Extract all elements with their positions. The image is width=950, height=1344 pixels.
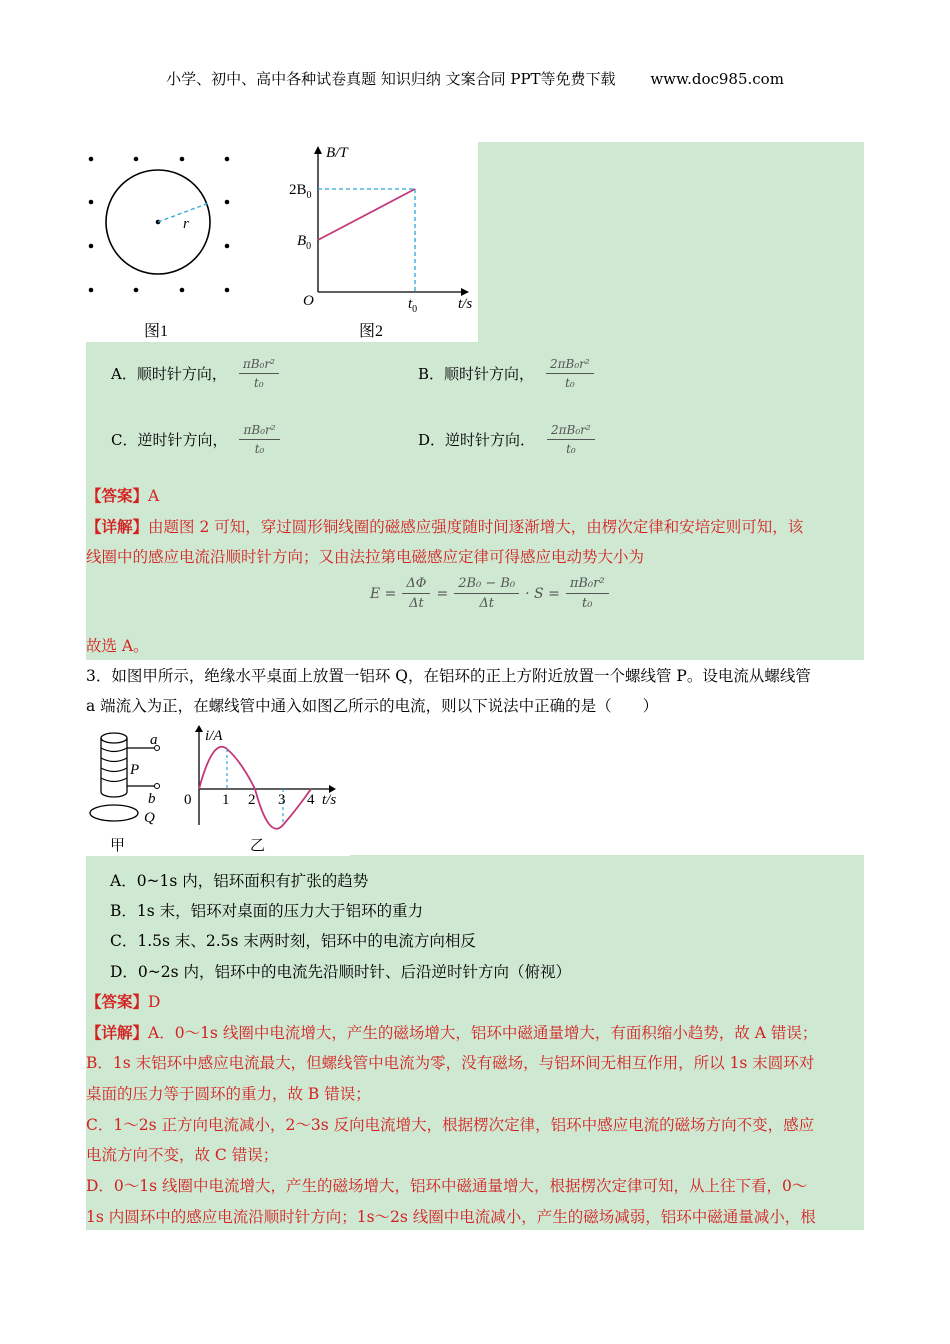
- q2-option-c-fraction: [239, 423, 279, 456]
- formula-frac3-num: πB₀r²: [566, 576, 609, 594]
- label-p: P: [130, 762, 140, 778]
- radius-label: r: [183, 216, 189, 232]
- figure-q2: [86, 142, 478, 342]
- q2-option-d-num: 2πB₀r²: [547, 423, 595, 440]
- q2-option-d: [418, 423, 595, 456]
- figure-q2-svg: [86, 142, 478, 342]
- q3-detail-tag: 【详解】: [86, 1023, 149, 1042]
- figure-q3: [86, 722, 350, 856]
- solenoid-top: [101, 733, 127, 743]
- solenoid-bottom: [101, 792, 127, 797]
- q3-detail-line6: D．0～1s 线圈中电流增大，产生的磁场增大，铝环中磁通量增大，根据楞次定律可知，从上往下看，0～: [86, 1177, 808, 1195]
- q2-option-c-num: πB₀r²: [239, 423, 279, 440]
- q3-detail1: A．0～1s 线圈中电流增大，产生的磁场增大，铝环中磁通量增大，有面积缩小趋势，故 A 错误；: [148, 1024, 818, 1042]
- page-header: [0, 68, 950, 89]
- formula-frac3-den: t₀: [581, 596, 593, 611]
- terminal-b: [155, 784, 160, 789]
- q2-option-a: [111, 357, 279, 390]
- q2-option-a-label: A．顺时针方向，: [111, 365, 227, 383]
- figure-jia-caption: 甲: [110, 838, 126, 854]
- q2-detail-tag: 【详解】: [86, 517, 149, 536]
- q2-detail-line2: 线圈中的感应电流沿顺时针方向；又由法拉第电磁感应定律可得感应电动势大小为: [86, 548, 645, 566]
- tick-2: 2: [248, 792, 256, 808]
- q2-option-b-fraction: [546, 357, 594, 390]
- i-axis-arrow: [195, 725, 203, 732]
- t-axis-arrow: [461, 288, 469, 296]
- q3-detail-line2: B．1s 末铝环中感应电流最大，但螺线管中电流为零，没有磁场，与铝环间无相互作用，所以 1s 末圆环对: [86, 1054, 815, 1072]
- q2-answer-value: A: [148, 487, 160, 505]
- q3-stem-line1: 3．如图甲所示，绝缘水平桌面上放置一铝环 Q，在铝环的正上方附近放置一个螺线管 P。设电流从螺线管: [86, 667, 811, 685]
- q2-detail-line1: [86, 515, 803, 537]
- label-b: b: [148, 791, 156, 807]
- q3-detail-line3: 桌面的压力等于圆环的重力，故 B 错误；: [86, 1085, 371, 1103]
- q2-answer-tag: 【答案】: [86, 486, 149, 505]
- formula-frac2-num: 2B₀ − B₀: [454, 576, 519, 594]
- q2-option-b-num: 2πB₀r²: [546, 357, 594, 374]
- t-axis-label: t/s: [458, 296, 473, 312]
- formula-frac3: [566, 576, 609, 611]
- q3-answer: [86, 990, 160, 1012]
- q3-option-d: D．0~2s 内，铝环中的电流先沿顺时针、后沿逆时针方向（俯视）: [110, 963, 572, 981]
- formula-frac1-den: Δt: [409, 596, 424, 611]
- q3-detail-line7: 1s 内圆环中的感应电流沿顺时针方向；1s～2s 线圈中电流减小，产生的磁场减弱，铝环中磁通量减小，根: [86, 1208, 816, 1226]
- q2-option-c-label: C．逆时针方向，: [111, 431, 228, 449]
- i-axis-label: i/A: [205, 728, 223, 744]
- figure-yi-caption: 乙: [250, 838, 266, 854]
- q3-option-c: C．1.5s 末、2.5s 末两时刻，铝环中的电流方向相反: [110, 932, 476, 950]
- q3-option-a: A．0~1s 内，铝环面积有扩张的趋势: [110, 872, 369, 890]
- formula-frac2-den: Δt: [479, 596, 494, 611]
- label-a: a: [150, 732, 158, 748]
- formula-frac2: [454, 576, 519, 611]
- label-t0: $t_0$: [408, 296, 418, 315]
- field-dots: [89, 157, 230, 293]
- q2-option-a-den: t₀: [254, 376, 264, 390]
- q2-option-b-label: B．顺时针方向，: [418, 365, 535, 383]
- b-t-line: [318, 189, 415, 240]
- q2-option-d-fraction: [547, 423, 595, 456]
- figure2-caption: 图2: [359, 323, 384, 340]
- q2-answer: [86, 484, 159, 506]
- q2-option-c-den: t₀: [254, 442, 265, 456]
- formula-dots: · S =: [525, 585, 560, 602]
- q3-stem-line2: a 端流入为正，在螺线管中通入如图乙所示的电流，则以下说法中正确的是（ ）: [86, 697, 659, 715]
- figure1-caption: 图1: [144, 323, 169, 340]
- tick-1: 1: [222, 792, 230, 808]
- formula-e: E =: [370, 585, 397, 602]
- label-b0: $B_0$: [297, 233, 312, 252]
- q3-option-b: B．1s 末，铝环对桌面的压力大于铝环的重力: [110, 902, 424, 920]
- formula-frac1-num: ΔΦ: [402, 576, 430, 594]
- b-axis-label: B/T: [326, 145, 348, 161]
- q2-option-d-label: D．逆时针方向．: [418, 431, 536, 449]
- tick-0: 0: [184, 792, 192, 808]
- figure-q3-svg: [86, 722, 350, 856]
- q2-option-b: [418, 357, 594, 390]
- formula-eq1: =: [436, 585, 449, 602]
- q2-option-a-fraction: [239, 357, 279, 390]
- q3-detail-line5: 电流方向不变，故 C 错误；: [86, 1146, 279, 1164]
- b-axis-arrow: [314, 146, 322, 154]
- q2-detail1: 由题图 2 可知，穿过圆形铜线圈的磁感应强度随时间逐渐增大，由楞次定律和安培定则可知，该: [148, 518, 804, 536]
- label-2b0: $2B_0$: [289, 182, 312, 201]
- aluminium-ring: [90, 805, 138, 821]
- label-q: Q: [144, 810, 155, 826]
- solenoid-windings: [101, 748, 127, 782]
- q3-detail-line1: [86, 1021, 817, 1043]
- q2-conclusion: 故选 A。: [86, 637, 149, 655]
- q2-option-a-num: πB₀r²: [239, 357, 279, 374]
- q2-formula: [370, 576, 609, 611]
- header-site: www.doc985.com: [650, 70, 784, 88]
- origin-label: O: [303, 293, 314, 309]
- tick-3: 3: [278, 792, 286, 808]
- q3-t-axis-label: t/s: [322, 792, 337, 808]
- header-text: 小学、初中、高中各种试卷真题 知识归纳 文案合同 PPT等免费下载: [166, 70, 616, 88]
- q2-option-c: [111, 423, 280, 456]
- q2-option-b-den: t₀: [565, 376, 575, 390]
- q3-answer-value: D: [148, 993, 161, 1011]
- current-sine: [199, 747, 311, 829]
- tick-4: 4: [307, 792, 315, 808]
- q2-option-d-den: t₀: [566, 442, 576, 456]
- formula-frac1: [402, 576, 430, 611]
- q3-detail-line4: C．1～2s 正方向电流减小，2～3s 反向电流增大，根据楞次定律，铝环中感应电流的磁场方向不变，感应: [86, 1116, 815, 1134]
- q3-answer-tag: 【答案】: [86, 992, 149, 1011]
